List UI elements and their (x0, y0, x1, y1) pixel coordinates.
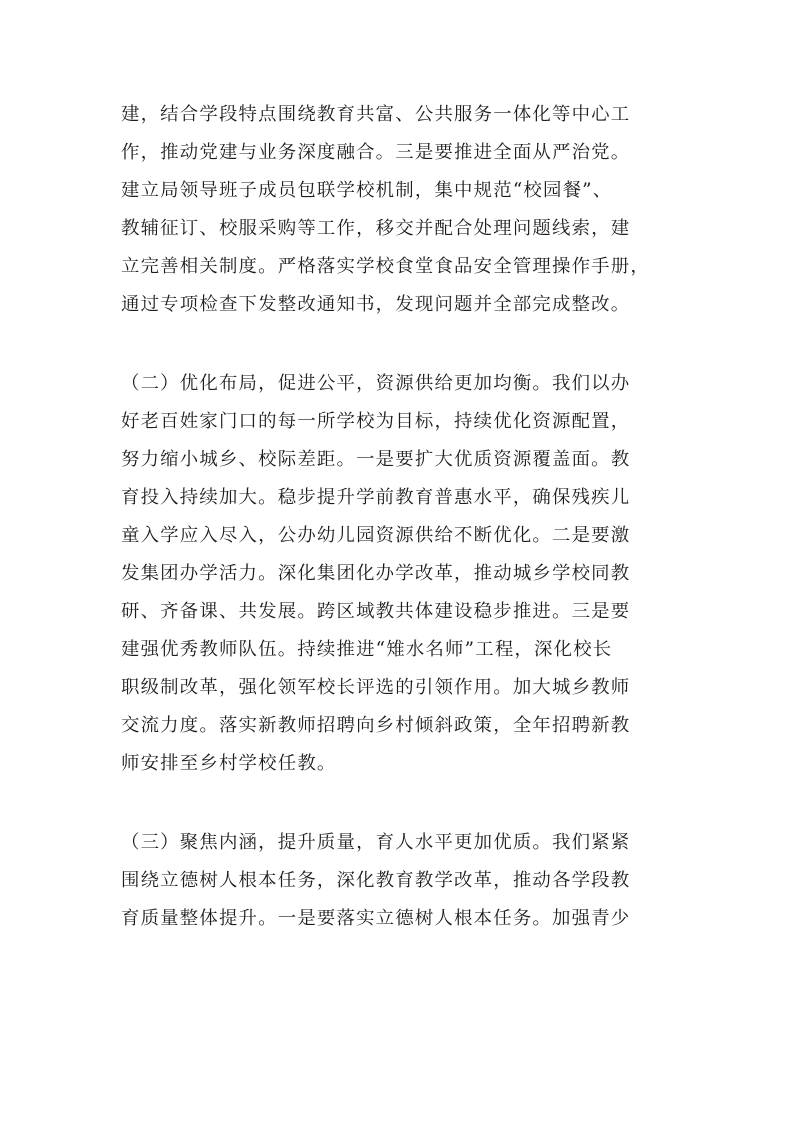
paragraph-1-line-5: 立完善相关制度。严格落实学校食堂食品安全管理操作手册， (121, 256, 650, 277)
paragraph-2-line-11: 师安排至乡村学校任教。 (121, 753, 337, 774)
paragraph-1-line-3: 建立局领导班子成员包联学校机制，集中规范“校园餐”、 (121, 180, 613, 201)
paragraph-2-line-7: 研、齐备课、共发展。跨区域教共体建设稳步推进。三是要 (121, 601, 631, 622)
paragraph-3-line-2: 围绕立德树人根本任务，深化教育教学改革，推动各学段教 (121, 870, 631, 891)
paragraph-2-line-2: 好老百姓家门口的每一所学校为目标，持续优化资源配置， (121, 411, 631, 432)
paragraph-3-line-3: 育质量整体提升。一是要落实立德树人根本任务。加强青少 (121, 908, 631, 929)
paragraph-1-line-4: 教辅征订、校服采购等工作，移交并配合处理问题线索，建 (121, 218, 631, 239)
paragraph-2-line-1: （二）优化布局，促进公平，资源供给更加均衡。我们以办 (121, 373, 631, 394)
paragraph-2-line-8: 建强优秀教师队伍。持续推进“雉水名师”工程，深化校长 (121, 639, 613, 660)
paragraph-1-line-2: 作，推动党建与业务深度融合。三是要推进全面从严治党。 (121, 142, 631, 163)
paragraph-2-line-10: 交流力度。落实新教师招聘向乡村倾斜政策，全年招聘新教 (121, 715, 631, 736)
paragraph-3-line-1: （三）聚焦内涵，提升质量，育人水平更加优质。我们紧紧 (121, 832, 631, 853)
paragraph-2-line-6: 发集团办学活力。深化集团化办学改革，推动城乡学校同教 (121, 563, 631, 584)
paragraph-1-line-1: 建，结合学段特点围绕教育共富、公共服务一体化等中心工 (121, 104, 631, 125)
paragraph-2-line-9: 职级制改革，强化领军校长评选的引领作用。加大城乡教师 (121, 677, 631, 698)
paragraph-2-line-5: 童入学应入尽入，公办幼儿园资源供给不断优化。二是要激 (121, 525, 631, 546)
paragraph-2-line-4: 育投入持续加大。稳步提升学前教育普惠水平，确保残疾儿 (121, 487, 631, 508)
paragraph-2-line-3: 努力缩小城乡、校际差距。一是要扩大优质资源覆盖面。教 (121, 449, 631, 470)
paragraph-1-line-6: 通过专项检查下发整改通知书，发现问题并全部完成整改。 (121, 294, 631, 315)
